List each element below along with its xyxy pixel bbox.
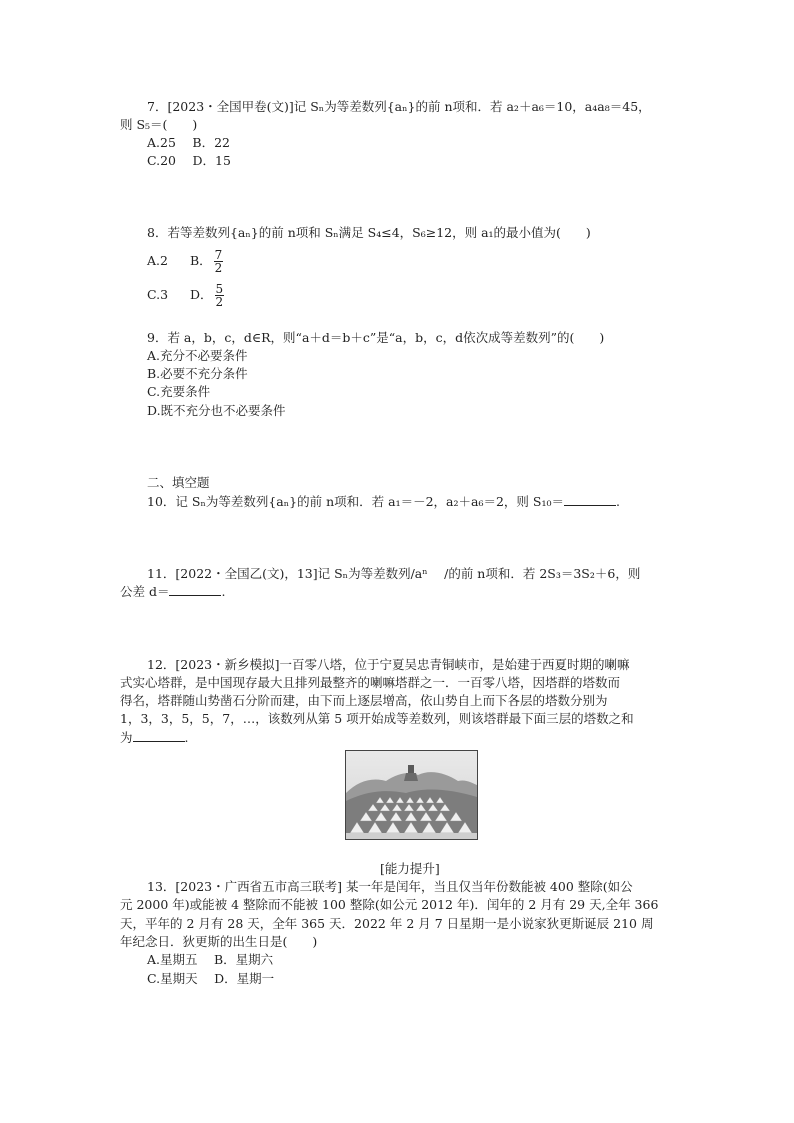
q8-options-row2 bbox=[147, 280, 224, 310]
q12-stem-line4: 1，3，3，5，5，7，…，该数列从第 5 项开始成等差数列，则该塔群最下面三层的塔数之和 bbox=[120, 711, 634, 726]
q8-option-d-fraction bbox=[215, 283, 225, 308]
q12-stem-line1: 12．[2023・新乡模拟]一百零八塔，位于宁夏吴忠青铜峡市，是始建于西夏时期的喇嘛 bbox=[147, 657, 630, 672]
q8-option-a: A.2 bbox=[147, 253, 168, 268]
q10-end: . bbox=[615, 494, 620, 509]
q7-options-row2: C.20 D．15 bbox=[147, 153, 231, 168]
q9-option-b: B.必要不充分条件 bbox=[147, 366, 248, 381]
q7-stem-line2: 则 S₅＝( ) bbox=[120, 117, 198, 132]
q9-option-a: A.充分不必要条件 bbox=[147, 348, 248, 363]
q8-option-c: C.3 bbox=[147, 287, 169, 302]
q13-stem-line4: 年纪念日．狄更斯的出生日是( ) bbox=[120, 934, 318, 949]
pagoda-group-photo bbox=[345, 750, 478, 840]
q12-stem-line2: 式实心塔群，是中国现存最大且排列最整齐的喇嘛塔群之一．一百零八塔，因塔群的塔数而 bbox=[120, 675, 621, 690]
q13-options-row1: A.星期五 B．星期六 bbox=[147, 952, 274, 967]
q13-stem-line1: 13．[2023・广西省五市高三联考] 某一年是闰年，当且仅当年份数能被 400 整除(如公 bbox=[147, 879, 633, 894]
q11-text: 公差 d＝ bbox=[120, 584, 170, 599]
q13-stem-line3: 天，平年的 2 月有 28 天，全年 365 天．2022 年 2 月 7 日星期一是小说家狄更斯诞辰 210 周 bbox=[120, 916, 654, 931]
q13-stem-line2: 元 2000 年)或能被 4 整除而不能被 100 整除(如公元 2012 年)．闰年的 2 月有 29 天,全年 366 bbox=[120, 897, 659, 912]
fraction-numerator: 5 bbox=[215, 282, 224, 296]
fraction-denominator: 2 bbox=[215, 295, 224, 309]
fraction-numerator: 7 bbox=[214, 248, 223, 262]
q9-stem: 9．若 a，b，c，d∈R，则“a＋d＝b＋c”是“a，b，c，d依次成等差数列”的( ) bbox=[147, 330, 605, 345]
q7-options-row1: A.25 B．22 bbox=[147, 135, 230, 150]
q8-options-row1 bbox=[147, 246, 223, 276]
q8-option-d-prefix: D． bbox=[190, 287, 213, 302]
q11-stem-line1: 11．[2022・全国乙(文)，13]记 Sₙ为等差数列/aⁿ /的前 n项和．若 2S₃＝3S₂＋6，则 bbox=[147, 566, 641, 581]
section-heading-ability: [能力提升] bbox=[380, 861, 440, 876]
answer-blank[interactable] bbox=[169, 583, 221, 596]
q7-stem-line1: 7．[2023・全国甲卷(文)]记 Sₙ为等差数列{aₙ}的前 n项和．若 a₂＋a₆＝10，a₄a₈＝45， bbox=[147, 99, 651, 114]
q12-text: 为 bbox=[120, 730, 133, 745]
q9-option-d: D.既不充分也不必要条件 bbox=[147, 403, 286, 418]
section-heading-fill-blank: 二、填空题 bbox=[147, 475, 210, 490]
q11-end: . bbox=[221, 584, 226, 599]
q10-text: 10．记 Sₙ为等差数列{aₙ}的前 n项和．若 a₁＝－2，a₂＋a₆＝2，则 S₁₀＝ bbox=[147, 494, 564, 509]
q8-option-b-prefix: B． bbox=[189, 253, 212, 268]
fraction-denominator: 2 bbox=[214, 261, 223, 275]
q12-end: . bbox=[184, 730, 189, 745]
q12-stem-line3: 得名，塔群随山势凿石分阶而建，由下而上逐层增高，依山势自上而下各层的塔数分别为 bbox=[120, 693, 608, 708]
answer-blank[interactable] bbox=[564, 493, 616, 506]
q12-stem-line5 bbox=[120, 729, 189, 747]
q13-options-row2: C.星期天 D．星期一 bbox=[147, 971, 275, 986]
q8-option-b-fraction bbox=[214, 249, 224, 274]
q10-stem bbox=[147, 493, 620, 511]
q8-stem: 8．若等差数列{aₙ}的前 n项和 Sₙ满足 S₄≤4，S₆≥12，则 a₁的最小值为( ) bbox=[147, 225, 591, 240]
q11-stem-line2 bbox=[120, 583, 225, 601]
answer-blank[interactable] bbox=[133, 729, 185, 742]
pagoda-photo-illustration bbox=[346, 751, 477, 839]
q9-option-c: C.充要条件 bbox=[147, 384, 211, 399]
